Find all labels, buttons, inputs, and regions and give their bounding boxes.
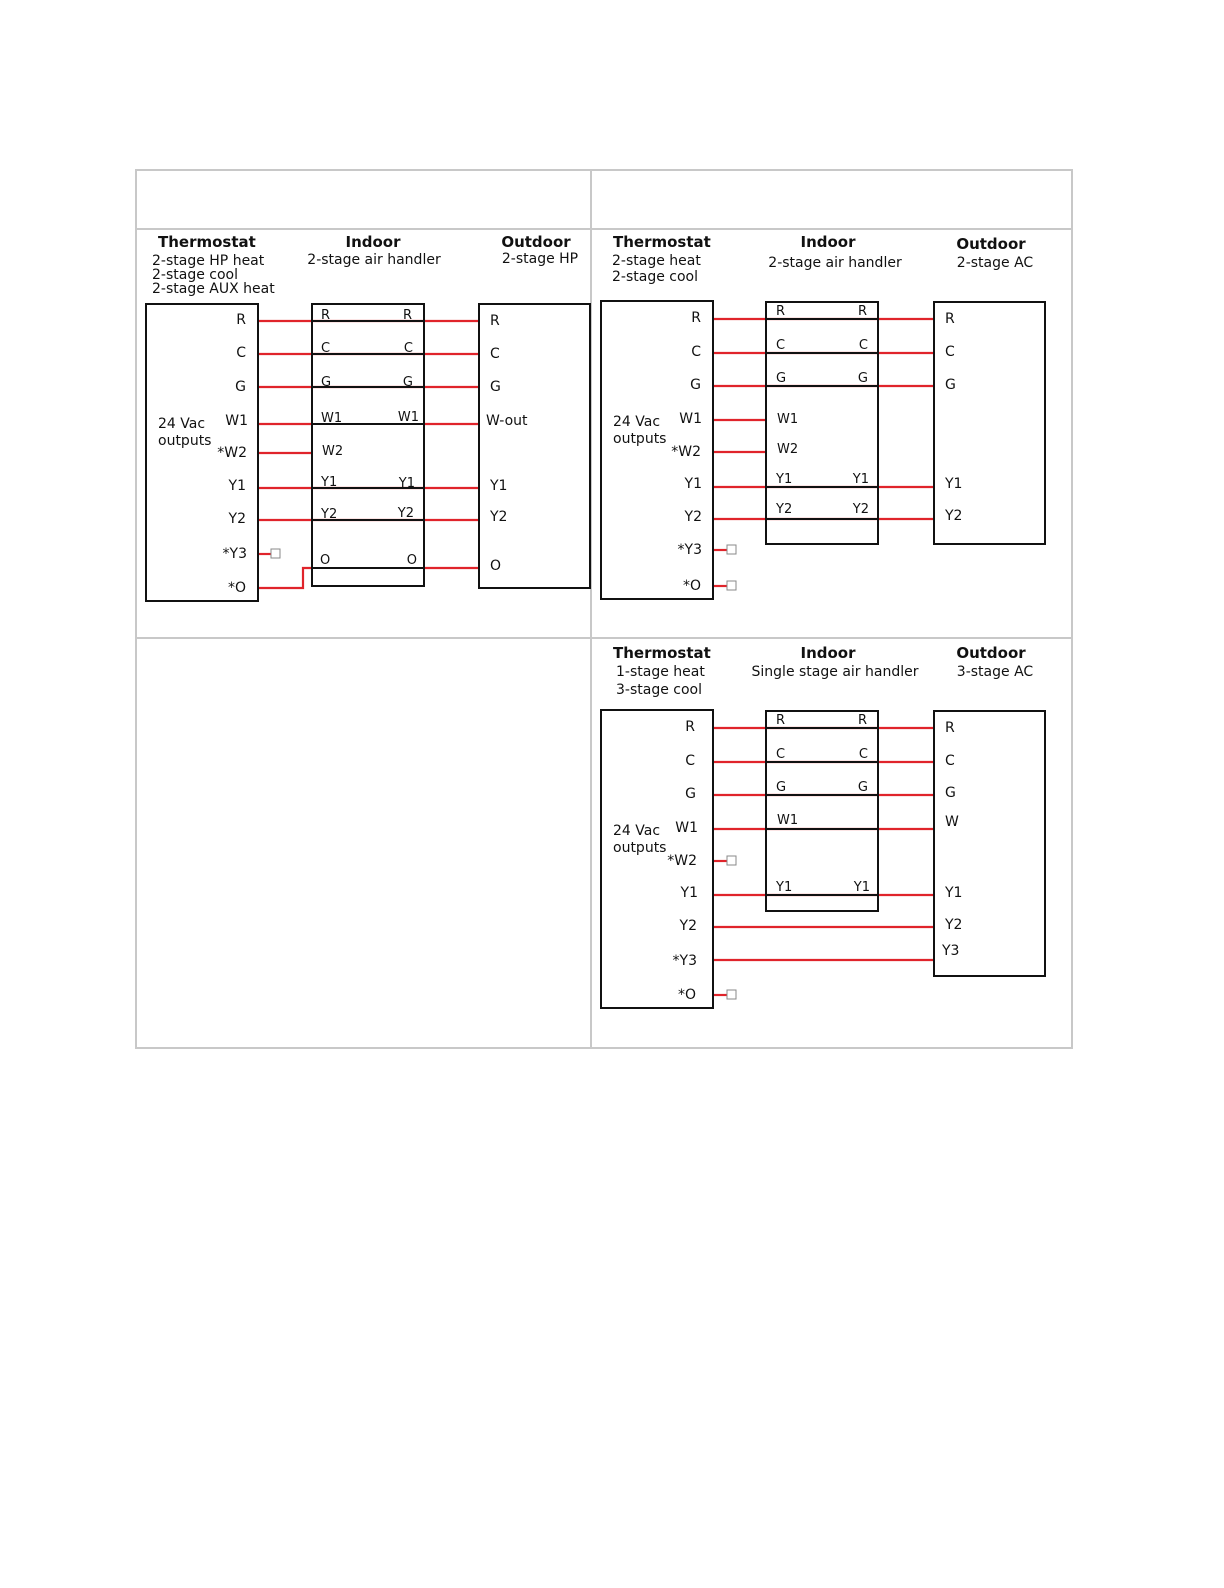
terminal-label: W <box>945 814 959 830</box>
unused-terminal-marker <box>727 545 736 554</box>
boxes <box>601 301 1045 599</box>
outdoor-terminals <box>486 313 528 574</box>
terminal-label: Y1 <box>945 476 963 492</box>
indoor-left-terminals <box>775 713 798 895</box>
terminal-label: W1 <box>321 411 343 426</box>
outdoor-desc: 2-stage AC <box>956 255 1034 271</box>
output-label-1: 24 Vac <box>613 414 661 430</box>
thermostat-heading: Thermostat <box>613 644 711 662</box>
terminal-label: Y2 <box>684 509 702 525</box>
unused-terminal-marker <box>271 549 280 558</box>
terminal-label: W2 <box>322 444 344 459</box>
terminal-label: W-out <box>486 413 528 429</box>
terminal-label: G <box>857 780 868 795</box>
terminal-label: *Y3 <box>672 953 697 969</box>
unused-terminal-marker <box>727 990 736 999</box>
output-label-2: outputs <box>158 433 212 449</box>
terminal-label: Y2 <box>945 508 963 524</box>
diagram-1 <box>146 233 590 601</box>
terminal-label: C <box>236 345 246 361</box>
terminal-label: Y2 <box>321 507 338 522</box>
terminal-label: *W2 <box>667 853 697 869</box>
outdoor-desc: 3-stage AC <box>956 664 1034 680</box>
output-label-2: outputs <box>613 431 667 447</box>
terminal-label: O <box>406 553 417 568</box>
indoor-desc: Single stage air handler <box>751 664 919 680</box>
terminal-label: G <box>945 785 956 801</box>
indoor-left-terminals <box>775 304 798 517</box>
thermostat-desc-3: 2-stage AUX heat <box>152 281 275 297</box>
terminal-label: C <box>776 338 786 353</box>
terminal-label: *W2 <box>217 445 247 461</box>
terminal-label: R <box>685 719 695 735</box>
terminal-label: Y2 <box>852 502 869 517</box>
terminal-label: Y1 <box>852 472 869 487</box>
thermostat-heading: Thermostat <box>158 233 256 251</box>
terminal-label: G <box>402 375 413 390</box>
thermostat-desc-2: 3-stage cool <box>616 682 702 698</box>
terminal-label: Y1 <box>853 880 870 895</box>
terminal-label: R <box>236 312 246 328</box>
terminal-label: Y2 <box>679 918 697 934</box>
terminal-label: R <box>945 720 955 736</box>
terminal-label: C <box>945 753 955 769</box>
terminal-label: W1 <box>225 413 248 429</box>
output-label-2: outputs <box>613 840 667 856</box>
terminal-label: C <box>691 344 701 360</box>
wires <box>258 321 478 588</box>
terminal-label: W1 <box>679 411 702 427</box>
terminal-label: *Y3 <box>222 546 247 562</box>
terminal-label: C <box>403 341 413 356</box>
terminal-label: W2 <box>777 442 799 457</box>
diagram-3 <box>601 644 1045 1008</box>
terminal-label: G <box>857 371 868 386</box>
outdoor-terminals <box>941 720 962 959</box>
terminal-label: C <box>858 747 868 762</box>
terminal-label: C <box>321 341 331 356</box>
indoor-heading: Indoor <box>345 233 401 251</box>
terminal-label: Y2 <box>490 509 508 525</box>
terminal-label: *O <box>227 580 246 596</box>
terminal-label: R <box>857 713 867 728</box>
thermostat-desc-2: 2-stage cool <box>612 269 698 285</box>
terminal-label: Y1 <box>776 880 793 895</box>
outdoor-terminals <box>944 311 962 524</box>
terminal-label: O <box>320 553 331 568</box>
thermostat-terminals <box>667 719 698 1003</box>
terminal-label: R <box>691 310 701 326</box>
terminal-label: Y1 <box>680 885 698 901</box>
terminal-label: C <box>490 346 500 362</box>
outdoor-box <box>934 711 1045 976</box>
terminal-label: Y1 <box>490 478 508 494</box>
outdoor-desc: 2-stage HP <box>501 251 579 267</box>
terminal-label: Y2 <box>945 917 963 933</box>
terminal-label: G <box>685 786 696 802</box>
thermostat-desc-1: 2-stage HP heat <box>152 253 265 269</box>
terminal-label: Y1 <box>228 478 246 494</box>
terminal-label: G <box>235 379 246 395</box>
terminal-label: R <box>402 308 412 323</box>
terminal-label: Y2 <box>776 502 793 517</box>
terminal-label: Y2 <box>228 511 246 527</box>
boxes <box>146 304 590 601</box>
terminal-label: Y2 <box>397 506 414 521</box>
terminal-label: R <box>490 313 500 329</box>
outdoor-heading: Outdoor <box>501 233 571 251</box>
wires <box>713 728 934 995</box>
terminal-label: O <box>490 558 502 574</box>
thermostat-desc-1: 2-stage heat <box>612 253 701 269</box>
thermostat-terminals <box>217 312 248 596</box>
terminal-label: W1 <box>675 820 698 836</box>
output-label-1: 24 Vac <box>158 416 206 432</box>
output-label-1: 24 Vac <box>613 823 661 839</box>
terminal-label: G <box>490 379 501 395</box>
terminal-label: C <box>685 753 695 769</box>
terminal-label: C <box>945 344 955 360</box>
thermostat-heading: Thermostat <box>613 233 711 251</box>
terminal-label: *W2 <box>671 444 701 460</box>
terminal-label: *Y3 <box>677 542 702 558</box>
outdoor-heading: Outdoor <box>956 644 1026 662</box>
thermostat-desc-2: 2-stage cool <box>152 267 238 283</box>
terminal-label: Y3 <box>942 943 960 959</box>
indoor-heading: Indoor <box>800 233 856 251</box>
terminal-label: W1 <box>397 410 419 425</box>
terminal-label: Y1 <box>945 885 963 901</box>
indoor-right-terminals <box>853 713 870 895</box>
terminal-label: G <box>945 377 956 393</box>
terminal-label: R <box>945 311 955 327</box>
terminal-label: R <box>776 713 786 728</box>
terminal-label: *O <box>677 987 696 1003</box>
terminal-label: G <box>321 375 332 390</box>
terminal-label: Y1 <box>398 476 415 491</box>
terminal-label: Y1 <box>684 476 702 492</box>
thermostat-terminals <box>671 310 702 594</box>
wires <box>713 319 934 586</box>
terminal-label: G <box>776 371 787 386</box>
indoor-right-terminals <box>852 304 869 517</box>
terminal-label: G <box>776 780 787 795</box>
terminal-label: R <box>776 304 786 319</box>
terminal-label: W1 <box>777 813 799 828</box>
terminal-label: *O <box>682 578 701 594</box>
indoor-left-terminals <box>320 308 343 568</box>
terminal-label: C <box>858 338 868 353</box>
unused-terminal-marker <box>727 581 736 590</box>
indoor-desc: 2-stage air handler <box>768 255 902 271</box>
unused-terminal-marker <box>727 856 736 865</box>
terminal-label: C <box>776 747 786 762</box>
terminal-label: G <box>690 377 701 393</box>
outdoor-heading: Outdoor <box>956 235 1026 253</box>
thermostat-desc-1: 1-stage heat <box>616 664 705 680</box>
indoor-heading: Indoor <box>800 644 856 662</box>
diagram-2 <box>601 233 1045 599</box>
indoor-desc: 2-stage air handler <box>307 252 441 268</box>
terminal-label: R <box>321 308 331 323</box>
indoor-right-terminals <box>397 308 419 568</box>
terminal-label: W1 <box>777 412 799 427</box>
terminal-label: R <box>857 304 867 319</box>
terminal-label: Y1 <box>321 475 338 490</box>
terminal-label: Y1 <box>776 472 793 487</box>
